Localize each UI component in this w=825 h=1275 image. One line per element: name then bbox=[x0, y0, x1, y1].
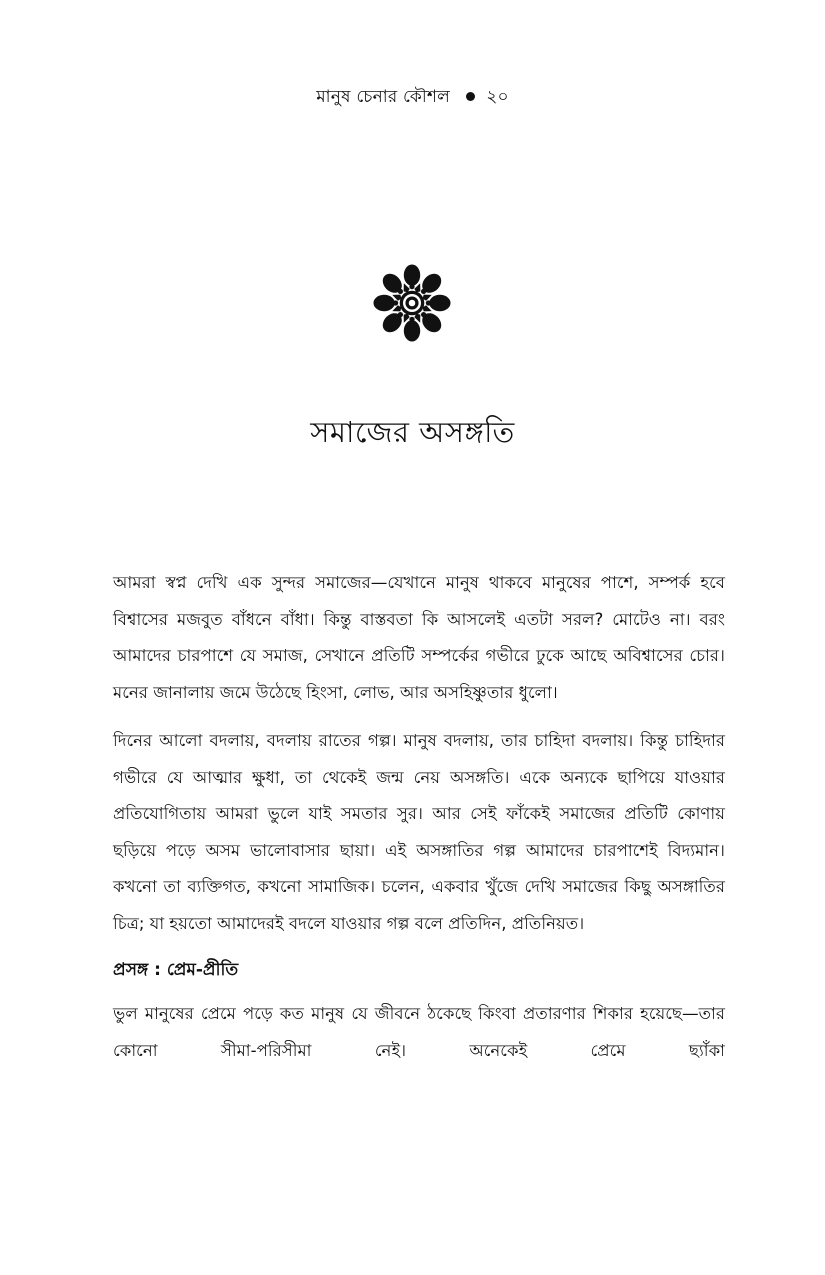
chapter-title: সমাজের অসঙ্গতি bbox=[310, 415, 515, 449]
book-title: মানুষ চেনার কৌশল bbox=[316, 87, 451, 107]
paragraph: দিনের আলো বদলায়, বদলায় রাতের গল্প। মানুষ বদলায়, তার চাহিদা বদলায়। কিন্তু চাহিদার গভীরে যে আত্মার ক্ষুধা, তা থেকেই জন্ম নেয় অসঙ্গতি। একে অন্যকে ছাপিয়ে যাওয়ার প্রতিযোগিতায় আমরা ভুলে যাই সমতার সুর। আর সেই ফাঁকেই সমাজের প্রতিটি কোণায় ছড়িয়ে পড়ে অসম ভালোবাসার ছায়া। এই অসঙ্গাতির গল্প আমাদের চারপাশেই বিদ্যমান। কখনো তা ব্যক্তিগত, কখনো সামাজিক। চলেন, একবার খুঁজে দেখি সমাজের কিছু অসঙ্গাতির চিত্র; যা হয়তো আমাদেরই বদলে যাওয়ার গল্প বলে প্রতিদিন, প্রতিনিয়ত। bbox=[113, 731, 725, 933]
paragraph: ভুল মানুষের প্রেমে পড়ে কত মানুষ যে জীবনে ঠকেছে কিংবা প্রতারণার শিকার হয়েছে—তার কোনো সীমা-পরিসীমা নেই। অনেকেই প্রেমে ছ্যাঁকা bbox=[113, 1004, 725, 1060]
bullet-separator-icon bbox=[466, 92, 475, 101]
section-heading: প্রসঙ্গ : প্রেম-প্রীতি bbox=[113, 960, 239, 980]
page-number: ২০ bbox=[486, 87, 509, 107]
running-header bbox=[0, 84, 825, 112]
paragraph: আমরা স্বপ্ন দেখি এক সুন্দর সমাজের—যেখানে মানুষ থাকবে মানুষের পাশে, সম্পর্ক হবে বিশ্বাসের মজবুত বাঁধনে বাঁধা। কিন্তু বাস্তবতা কি আসলেই এতটা সরল? মোটেও না। বরং আমাদের চারপাশে যে সমাজ, সেখানে প্রতিটি সম্পর্কের গভীরে ঢুকে আছে অবিশ্বাসের চোর। মনের জানালায় জমে উঠেছে হিংসা, লোভ, আর অসহিষ্ণুতার ধুলো। bbox=[113, 573, 725, 702]
body-text bbox=[113, 565, 725, 1081]
flower-ornament-icon bbox=[371, 262, 453, 344]
